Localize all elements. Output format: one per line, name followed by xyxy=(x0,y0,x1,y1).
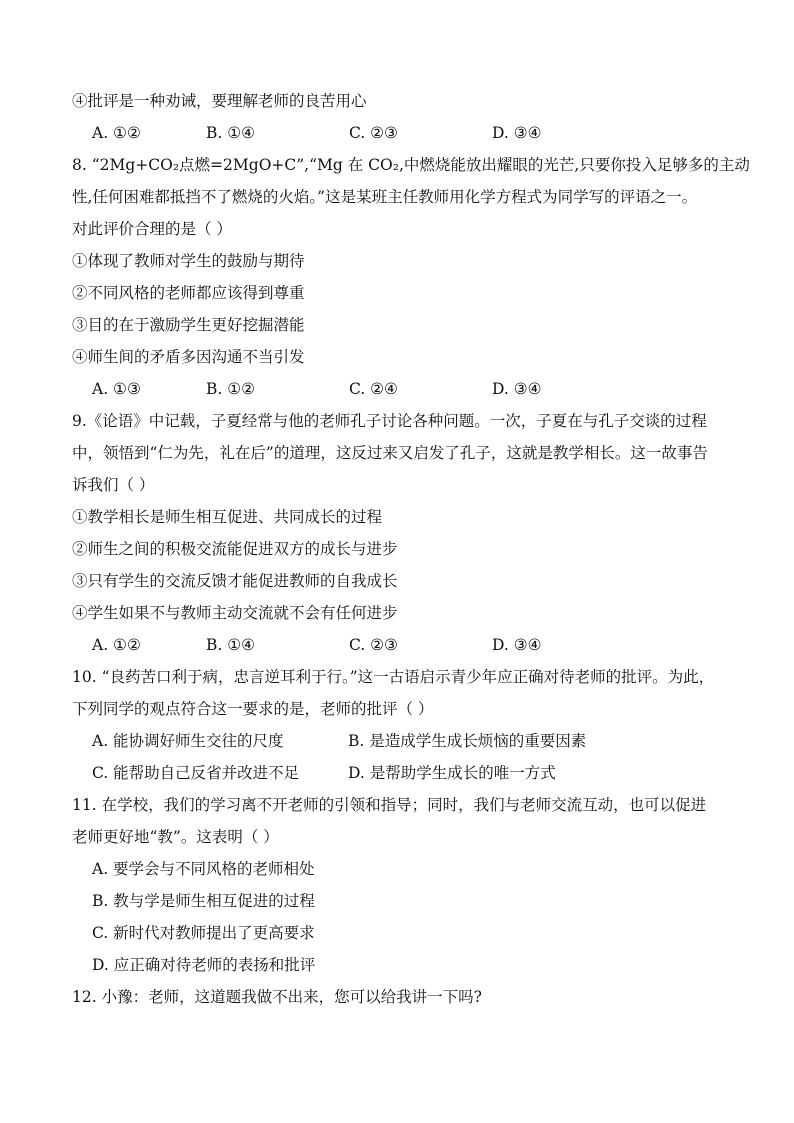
text-line: ③只有学生的交流反馈才能促进教师的自我成长 xyxy=(72,572,398,590)
option-item: D. 是帮助学生成长的唯一方式 xyxy=(348,764,556,782)
option-item: C. 新时代对教师提出了更高要求 xyxy=(92,924,315,942)
option-item: C. 能帮助自己反省并改进不足 xyxy=(92,764,300,782)
option-item: D. ③④ xyxy=(492,636,542,654)
option-item: D. ③④ xyxy=(492,380,542,398)
option-item: D. 应正确对待老师的表扬和批评 xyxy=(92,956,316,974)
text-line: ①教学相长是师生相互促进、共同成长的过程 xyxy=(72,508,383,526)
text-line: ①体现了教师对学生的鼓励与期待 xyxy=(72,252,305,270)
text-line: 性,任何困难都抵挡不了燃烧的火焰。”这是某班主任教师用化学方程式为同学写的评语之一。 xyxy=(72,188,698,206)
option-item: C. ②④ xyxy=(349,380,398,398)
text-line: ②不同风格的老师都应该得到尊重 xyxy=(72,284,305,302)
text-line: 中，领悟到“仁为先，礼在后”的道理，这反过来又启发了孔子，这就是教学相长。这一故事告 xyxy=(72,444,708,462)
option-item: B. ①④ xyxy=(206,124,256,142)
text-line: 老师更好地“教”。这表明（ ） xyxy=(72,828,279,846)
option-item: A. ①② xyxy=(92,636,141,654)
text-line: 对此评价合理的是（ ） xyxy=(72,220,232,238)
text-line: 诉我们（ ） xyxy=(72,476,155,494)
text-line: 下列同学的观点符合这一要求的是，老师的批评（ ） xyxy=(72,700,434,718)
option-item: D. ③④ xyxy=(492,124,542,142)
option-item: B. 教与学是师生相互促进的过程 xyxy=(92,892,315,910)
text-line: ③目的在于激励学生更好挖掘潜能 xyxy=(72,316,305,334)
text-line: ④师生间的矛盾多因沟通不当引发 xyxy=(72,348,305,366)
option-item: A. ①② xyxy=(92,124,141,142)
option-item: A. ①③ xyxy=(92,380,141,398)
option-item: C. ②③ xyxy=(349,636,398,654)
option-item: A. 要学会与不同风格的老师相处 xyxy=(92,860,315,878)
option-item: B. 是造成学生成长烦恼的重要因素 xyxy=(348,732,587,750)
text-line: 12. 小豫：老师，这道题我做不出来，您可以给我讲一下吗? xyxy=(72,988,482,1006)
text-line: 10. “良药苦口利于病，忠言逆耳利于行。”这一古语启示青少年应正确对待老师的批评。为此， xyxy=(72,668,715,686)
text-line: 8. “2Mg+CO₂点燃=2MgO+C”,“Mg 在 CO₂,中燃烧能放出耀眼的光芒,只要你投入足够多的主动 xyxy=(72,156,750,174)
text-line: ④批评是一种劝诫，要理解老师的良苦用心 xyxy=(72,92,367,110)
text-line: ④学生如果不与教师主动交流就不会有任何进步 xyxy=(72,604,398,622)
option-item: C. ②③ xyxy=(349,124,398,142)
text-line: 11. 在学校，我们的学习离不开老师的引领和指导；同时，我们与老师交流互动，也可以促进 xyxy=(72,796,707,814)
text-line: 9.《论语》中记载，子夏经常与他的老师孔子讨论各种问题。一次，子夏在与孔子交谈的过程 xyxy=(72,412,707,430)
option-item: B. ①② xyxy=(206,380,256,398)
option-item: B. ①④ xyxy=(206,636,256,654)
text-line: ②师生之间的积极交流能促进双方的成长与进步 xyxy=(72,540,398,558)
option-item: A. 能协调好师生交往的尺度 xyxy=(92,732,284,750)
